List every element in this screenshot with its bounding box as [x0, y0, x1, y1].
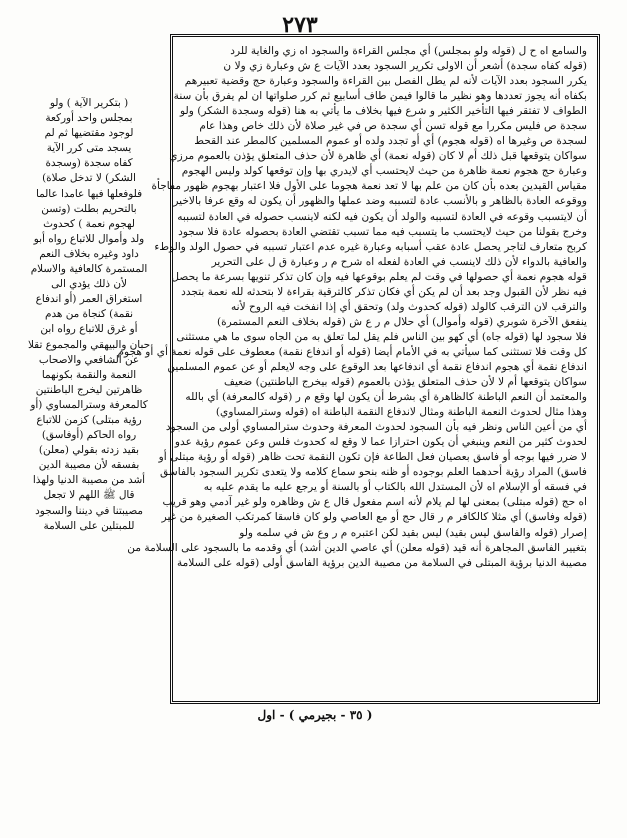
margin-text-line: داود وغيره بخلاف النعم — [39, 247, 139, 260]
main-text-line: بكفاه أنه يجوز تعددها وهو نظير ما قالوا فيمن طاف أسابيع ثم كرر صلواتها ان لم يفرق بأن سنة — [173, 90, 587, 103]
margin-text-line: للمبتلين على السلامة — [43, 519, 135, 532]
margin-text-line: لأن ذلك يؤدي الى — [51, 278, 127, 291]
main-text-line: سواكان يتوقعها قبل ذلك أم لا كان (قوله نعمة) أي ظاهرة لأن حذف المتعلق يؤذن بالعموم مرزي — [169, 150, 587, 163]
main-text-line: إصرار (قوله والفاسق ليس بقيد) ليس بقيد لكن اعتبره م ر وع ش في سلمه ولو — [239, 526, 587, 539]
main-text-line: في فسقه أو الإسلام اه لأن المستدل الله بالكتاب أو بالسنة أو يرجع عليه ما يقدم عليه به — [203, 481, 587, 494]
main-text-line: كل وقت فلا تستثنى كما سيأتي به في الأمام أيضا (قوله أو اندفاع نقمة) معطوف على قوله نعمة أي أو هجوم — [117, 345, 587, 358]
margin-text-line: رواه الحاكم (أوفاسق) — [41, 429, 137, 442]
main-text-line: وخرج بقولنا من حيث لايحتسب ما يتسبب فيه مما تسبب تقتضي العادة بحصوله عادة فلا سجود — [178, 225, 587, 238]
margin-text-line: أو غرق للاتباع رواه ابن — [40, 323, 138, 336]
main-text-line: والسامع اه ح ل (قوله ولو بمجلس) أي مجلس القراءة والسجود اه زي والغاية للرد — [230, 45, 587, 57]
main-text-line: يكرر السجود بعدد الآيات لأنه لم يطل الفصل بين القراءة والسجود وعبارة حج وقضية تعبيرهم — [184, 75, 587, 88]
margin-text-line: كالمعرفة وسترالمساوي (أو — [30, 398, 148, 411]
margin-text-line: حبان والبيهقي والمجموع تقلا — [27, 338, 151, 351]
margin-text-line: ( بتكرير الآية ) ولو — [49, 97, 129, 109]
main-text-line: كربح متعارف لتاجر يحصل عادة عقب أسبابه وعبارة غيره عدم اعتبار تسببه في حصول الولد والوطء — [154, 240, 587, 253]
main-text-line: والمعتمد أن النعم الباطنة كالظاهرة أي بشرط أن يكون لها وقع م ر (قوله كالمعرفة) أي بالله — [185, 391, 587, 404]
main-text-line: لحدوث كثير من النعم وينبغي أن يكون احترازا عما لا وقع له كحدوث فلس وعن عموم رؤية عدو — [174, 436, 587, 449]
margin-text-line: عن الشافعي والاصحاب — [38, 353, 140, 366]
main-text-line: قوله هجوم نعمة أي حصولها في وقت لم يعلم بوقوعها فيه وإن كان تذكر تنويها بسرعة ما يحصل — [171, 270, 587, 283]
main-text-line: لا ضرر فيها بوجه أو فاسق بعصيان فعل الطاعة فإن تكون النقمة تحت ظاهر (قوله أو رؤية مبتلى أو — [158, 451, 587, 464]
margin-text-line: بقيد زدته بقولي (معلن) — [38, 444, 140, 457]
main-text-line: الطواف لا تفتقر فيها التأخير الكثير و شرع فيها بخلاف ما يأتي به هنا (قوله وسجدة الشكر) ولو — [180, 105, 587, 118]
main-text-line: مصيبة الدنيا برؤية المبتلى في السلامة من مصيبة الدين برؤية الفاسق أولى (قوله على السلامة — [176, 556, 587, 569]
main-text-line: أن لايتسبب وقوعه في العادة لتسببه والولد أن يكون فيه لكنه لاينسب حصوله في العادة لتسببه — [177, 210, 587, 223]
main-text-line: أي من أعين الناس ونظر فيه بأن السجود لحدوث المعرفة وحدوث سترالمساوي أولى من السجود — [165, 421, 587, 434]
page-number: ٢٧٣ — [282, 12, 318, 38]
margin-text-line: الشكر) لا تدخل صلاة) — [42, 172, 136, 185]
main-text-line: (قوله كفاه سجدة) أشعر أن الاولى تكرير السجود بعدد الآيات ع ش وعبارة زي ولا ن — [223, 60, 587, 73]
margin-text-line: أشد من مصيبة الدنيا ولهذا — [32, 474, 146, 487]
main-text-line: اه حج (قوله مبتلى) بمعنى لها لم يلام لأنه اسم مفعول قال ع ش وظاهره ولو غير آدمي وهو قريب — [162, 496, 587, 509]
main-text-line: فاسق) المراد رؤية أحدهما العلم بوجوده أو ظنه بنحو سماع كلامه ولا يتعدى تكرير السجود بالفاسق — [160, 466, 587, 479]
main-commentary-text — [117, 44, 587, 696]
margin-text-line: ولد وأموال للاتباع رواه أبو — [33, 232, 145, 245]
margin-text-line: بالتحريم بطلت (وتسن — [41, 202, 137, 215]
margin-text-line: مصيبتنا في ديننا والسجود — [35, 504, 143, 517]
main-text-line: ووقوعه العادة بالظاهر و بالأنسب عادة لتسببه وضد عملها والظهور أن يكون له وقع عرفا بالاخير — [173, 195, 587, 208]
main-text-line: لسجدة ص وغيرها اه (قوله هجوم) أي أو تجدد ولده أو عموم المسلمين كالمطر عند القحط — [194, 135, 587, 148]
main-text-line: وهذا مثال لحدوث النعمة الباطنة ومثال لاندفاع النقمة الباطنة اه (قوله وسترالمساوي) — [215, 406, 587, 419]
margin-text-line: النعمة والنقمة بكونهما — [41, 368, 137, 381]
main-text-line: مقياس القيدين بعده بأن كان من علم بها لا تعد نعمة هجوما على الأول فلا اعتبار بهجوم ظهور مفاجأة — [151, 180, 587, 193]
main-text-line: وعبارة حج هجوم نعمة ظاهرة من حيث لايحتسب أي لايدري بها وإن توقعها كولد وليس الهجوم — [181, 165, 587, 178]
main-text-line: سواكان يتوقعها أم لا لأن حذف المتعلق يؤذن بالعموم (قوله بيخرج الباطنتين) ضعيف — [224, 376, 587, 389]
margin-text-line: قال ﷺ اللهم لا تجعل — [43, 489, 135, 502]
main-text-line: والترقب لان الترقب كالولد (قوله كحدوث ولد) وتحقق أي إذا انفخت فيه الروح لأنه — [231, 300, 587, 313]
margin-text-line: فلوفعلها فيها عامدا عالما — [35, 187, 143, 200]
main-text-line: فيه نظر لأن القبول وجد بعد أن لم يكن أي فكان تذكر كالترقية بقراءة لا بتحدثه لله نعمة بتجدد — [181, 285, 587, 298]
margin-text-line: يسجد متى كرر الآية — [46, 142, 132, 155]
margin-text-line: لهجوم نعمة ) كحدوث — [43, 217, 135, 230]
margin-text-line: كفاه سجدة (وسجدة — [45, 157, 133, 170]
main-text-line: والعافية بالدواء لأن ذلك لاينسب في العادة لفعله اه شرح م ر وعبارة ق ل على التحرير — [211, 255, 587, 268]
margin-text-line: بفسقه لأن مصيبة الدين — [38, 459, 140, 472]
main-text-line: فلا سجود لها (قوله جاه) أي كهو بين الناس فلم يقل لما تعلق به من الجاه سوى ما هي مستثنى — [176, 330, 587, 343]
main-text-line: سجدة ص فليس مكررا مع قوله تسن أي سجدة ص في غير صلاة لأن ذلك خاص وهذا عام — [199, 120, 587, 133]
main-text-line: بتغيير الفاسق المجاهرة أنه قيد (قوله معلن) أي عاصي الدين أشد) أي وقدمه ما بالسجود على السلامة من — [127, 541, 587, 554]
main-text-line: اندفاع نقمة أي هجوم اندفاع نقمة أي اندفاعها بعد الوقوع على وجه لايعلم أو عن عموم المسلمين — [167, 360, 587, 373]
main-text-line: (قوله وفاسق) أي مثلا كالكافر م ر قال حج أو مع العاصي ولو كان فاسقا كمرتكب الصغيرة من غير — [161, 511, 587, 524]
margin-text-line: ظاهرتين ليخرج الباطنتين — [35, 383, 143, 396]
footer-signature: ( ٣٥ - بجيرمي ) - اول — [257, 708, 373, 722]
margin-matn-text — [14, 96, 164, 792]
margin-text-line: رؤية مبتلى) كزمن للاتباع — [36, 413, 142, 426]
margin-text-line: المستمرة كالعافية والاسلام — [30, 263, 148, 276]
margin-text-line: لوجود مقتضيها ثم لم — [44, 127, 134, 140]
margin-text-line: نقمة) كنجاة من هدم — [45, 308, 133, 321]
main-text-line: ينفعق الآخرة شوبري (قوله وأموال) أي حلال م ر ع ش (قوله بخلاف النعم المستمرة) — [216, 315, 587, 328]
margin-text-line: بمجلس واحد أوركعة — [45, 112, 133, 125]
margin-text-line: استغراق العمر (أو اندفاع — [35, 293, 143, 306]
